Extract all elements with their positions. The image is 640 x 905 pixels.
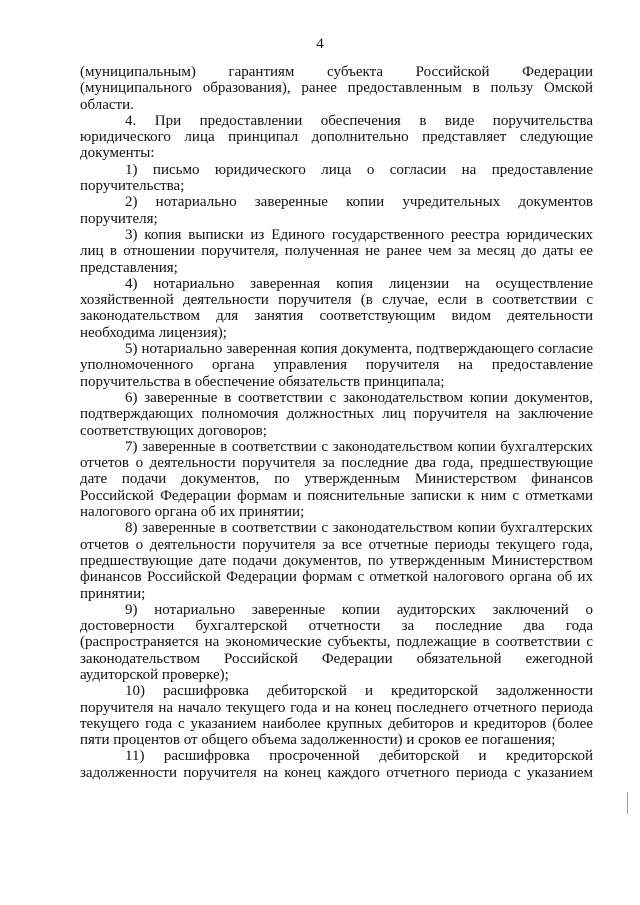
- paragraph-subitem-6: 6) заверенные в соответствии с законодательством копии документов, подтверждающих полномочия должностных лиц поручителя на заключение соответствующих договоров;: [80, 389, 593, 439]
- paragraph-subitem-4: 4) нотариально заверенная копия лицензии на осуществление хозяйственной деятельности поручителя (в случае, если в соответствии с законодательством для занятия соответствующим видом деятельности необходима лицензия);: [80, 275, 593, 341]
- paragraph-subitem-1: 1) письмо юридического лица о согласии на предоставление поручительства;: [80, 161, 593, 195]
- paragraph-subitem-10: 10) расшифровка дебиторской и кредиторской задолженности поручителя на начало текущего года и на конец последнего отчетного периода текущего года с указанием наиболее крупных дебиторов и кредиторов (более пяти процентов от общего объема задолженности) и сроков ее погашения;: [80, 683, 593, 749]
- paragraph-subitem-9: 9) нотариально заверенные копии аудиторских заключений о достоверности бухгалтерской отчетности за последние два года (распространяется на экономические субъекты, подлежащие в соответствии с законодательством Российской Федерации обязательной ежегодной аудиторской проверке);: [80, 601, 593, 683]
- paragraph-subitem-5: 5) нотариально заверенная копия документа, подтверждающего согласие уполномоченного органа управления поручителя на предоставление поручительства в обеспечение обязательств принципала;: [80, 341, 593, 390]
- paragraph-subitem-7: 7) заверенные в соответствии с законодательством копии бухгалтерских отчетов о деятельности поручителя за последние два года, предшествующие дате подачи документов, по утвержденным Министерством финансов Российской Федерации формам и пояснительные записки к ним с отметками налогового органа об их принятии;: [80, 438, 593, 521]
- paragraph-subitem-11: 11) расшифровка просроченной дебиторской и кредиторской задолженности поручителя на конец каждого отчетного периода с указанием: [80, 748, 593, 781]
- paragraph-item-4: 4. При предоставлении обеспечения в виде поручительства юридического лица принципал дополнительно представляет следующие документы:: [80, 112, 593, 162]
- paragraph-subitem-8: 8) заверенные в соответствии с законодательством копии бухгалтерских отчетов о деятельности поручителя за все отчетные периоды текущего года, предшествующие дате подачи документов, по утвержденным Министерством финансов Российской Федерации формам с отметкой налогового органа об их принятии;: [80, 520, 593, 602]
- paragraph-continuation: (муниципальным) гарантиям субъекта Российской Федерации (муниципального образования), ранее предоставленным в пользу Омской области.: [80, 64, 593, 113]
- paragraph-subitem-3: 3) копия выписки из Единого государственного реестра юридических лиц в отношении поручителя, полученная не ранее чем за месяц до даты ее представления;: [80, 226, 593, 276]
- document-body: [80, 64, 593, 781]
- margin-mark: [627, 792, 628, 814]
- page-number: 4: [316, 36, 324, 52]
- paragraph-subitem-2: 2) нотариально заверенные копии учредительных документов поручителя;: [80, 194, 593, 227]
